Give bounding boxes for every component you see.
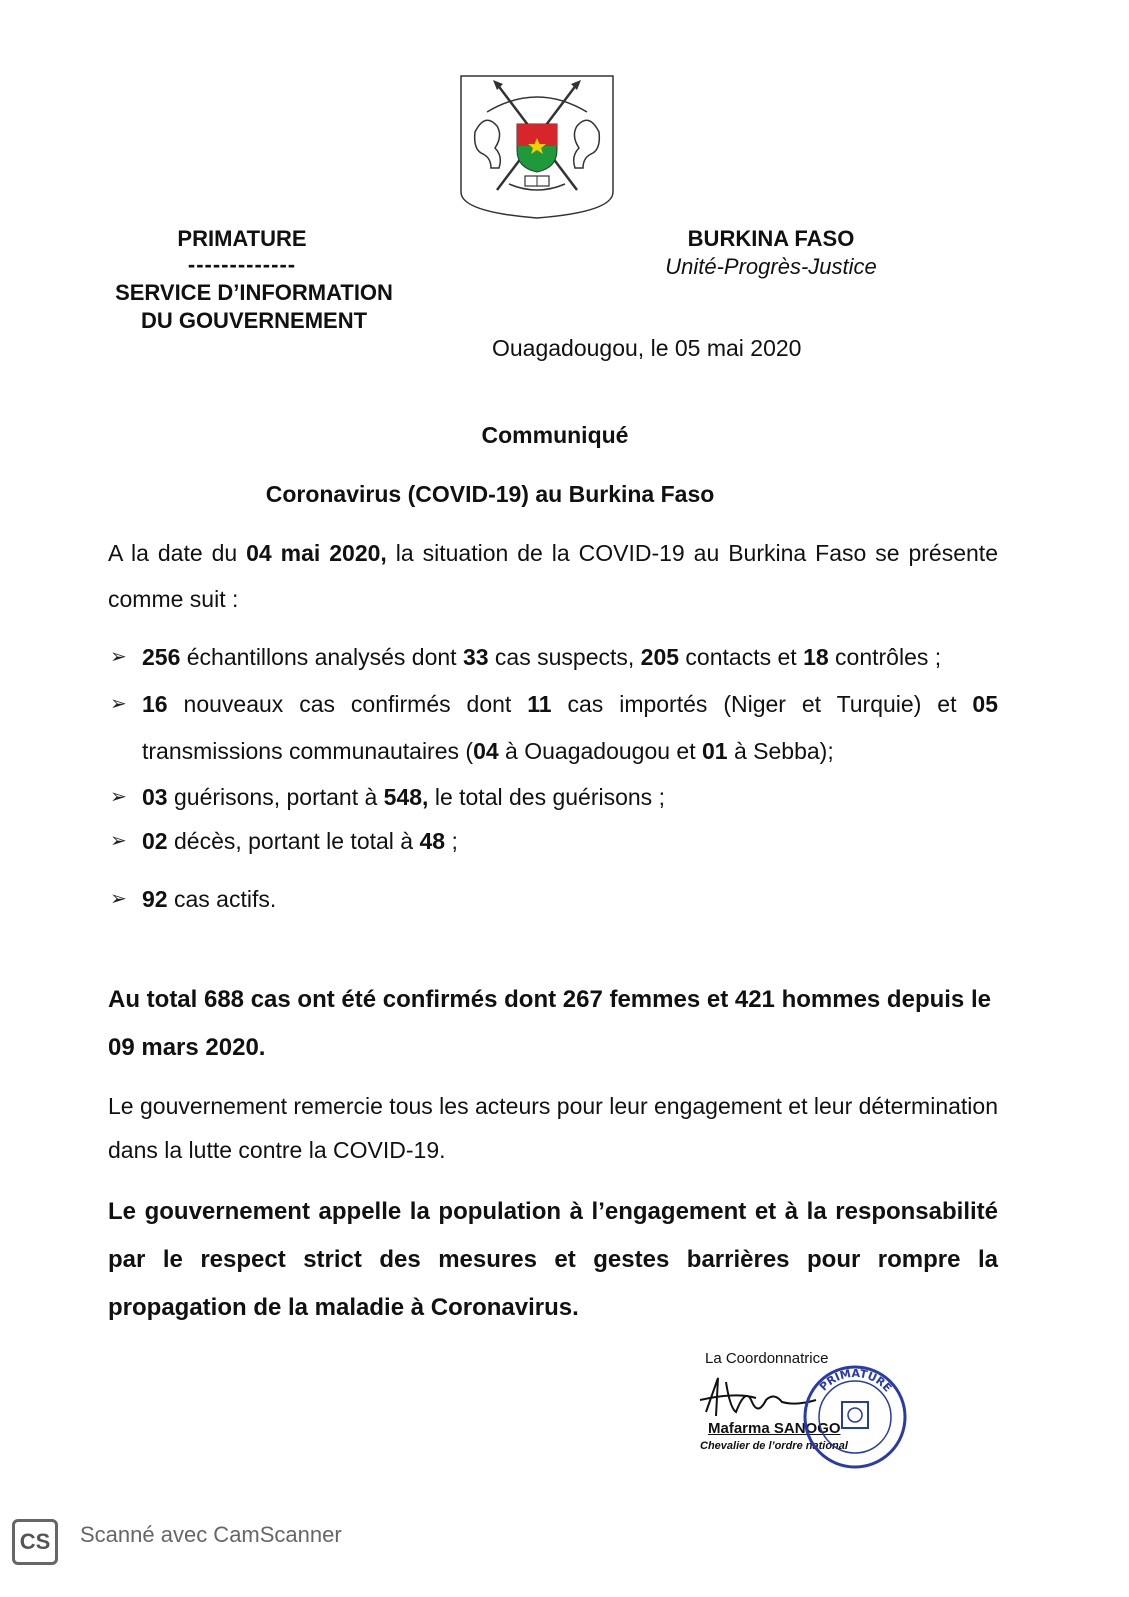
- summary-paragraph: Au total 688 cas ont été confirmés dont 267 femmes et 421 hommes depuis le 09 mars 2020.: [108, 986, 991, 1061]
- arrow-bullet-icon: ➢: [110, 646, 127, 668]
- header-divider: -------------: [187, 252, 297, 277]
- service-name-line2: DU GOUVERNEMENT: [140, 308, 368, 333]
- signatory-role: La Coordonnatrice: [705, 1350, 829, 1367]
- signatory-name: Mafarma SANOGO: [708, 1420, 841, 1437]
- official-stamp: [800, 1362, 910, 1472]
- list-item: ➢ 03 guérisons, portant à 548, le total des guérisons ;: [108, 775, 998, 819]
- service-name-line1: SERVICE D’INFORMATION: [115, 280, 393, 305]
- arrow-bullet-icon: ➢: [110, 830, 127, 852]
- list-item: ➢ 16 nouveaux cas confirmés dont 11 cas importés (Niger et Turquie) et 05 transmissions communautaires (04 à Ouagadougou et 01 à Sebba);: [108, 681, 998, 775]
- country-name: BURKINA FASO: [687, 226, 855, 251]
- document-subtitle: Coronavirus (COVID-19) au Burkina Faso: [265, 481, 715, 507]
- arrow-bullet-icon: ➢: [110, 693, 127, 715]
- national-motto: Unité-Progrès-Justice: [665, 254, 877, 279]
- signatory-distinction: Chevalier de l’ordre national: [700, 1440, 848, 1452]
- thanks-paragraph: Le gouvernement remercie tous les acteurs pour leur engagement et leur détermination dans la lutte contre la COVID-19.: [108, 1093, 998, 1163]
- place-date: Ouagadougou, le 05 mai 2020: [492, 335, 802, 361]
- list-item: ➢ 256 échantillons analysés dont 33 cas suspects, 205 contacts et 18 contrôles ;: [108, 634, 998, 681]
- coat-of-arms-emblem: [457, 72, 617, 220]
- list-item: ➢ 02 décès, portant le total à 48 ;: [108, 819, 998, 863]
- list-item: ➢ 92 cas actifs.: [108, 877, 998, 921]
- document-title: Communiqué: [481, 422, 629, 448]
- intro-paragraph: A la date du 04 mai 2020, la situation de la COVID-19 au Burkina Faso se présente comme suit :: [108, 540, 998, 612]
- arrow-bullet-icon: ➢: [110, 786, 127, 808]
- scanner-watermark-text: Scanné avec CamScanner: [80, 1522, 342, 1547]
- situation-list: [108, 634, 998, 921]
- camscanner-logo-icon: CS: [12, 1519, 58, 1565]
- svg-text:PRIMATURE: PRIMATURE: [817, 1366, 895, 1395]
- appeal-paragraph: Le gouvernement appelle la population à l’engagement et à la responsabilité par le respect strict des mesures et gestes barrières pour rompre la propagation de la maladie à Coronavirus.: [108, 1198, 998, 1321]
- arrow-bullet-icon: ➢: [110, 888, 127, 910]
- institution-name: PRIMATURE: [177, 226, 307, 251]
